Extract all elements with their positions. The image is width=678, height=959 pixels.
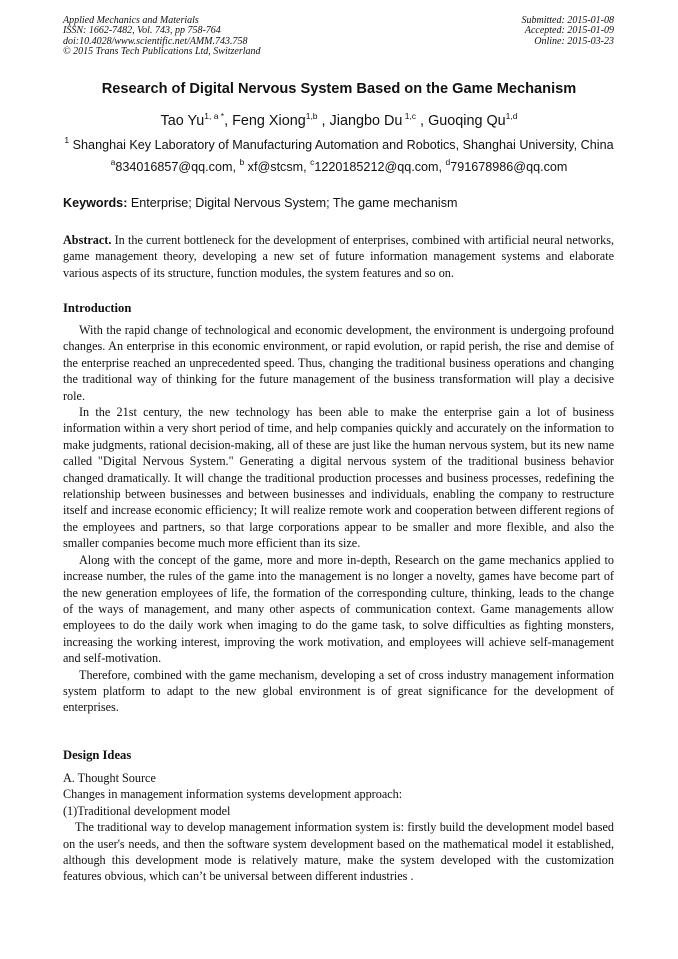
design-ideas-heading: Design Ideas xyxy=(63,748,132,762)
text-line: Changes in management information systems development approach: xyxy=(63,787,403,802)
author-name: Jiangbo Du xyxy=(329,113,403,129)
abstract-label: Abstract. xyxy=(63,233,112,247)
email-address: xf@stcsm, xyxy=(244,160,311,174)
keywords xyxy=(63,196,458,210)
doi-line: doi:10.4028/www.scientific.net/AMM.743.758 xyxy=(63,35,248,47)
paragraph: In the 21st century, the new technology has been able to make the enterprise gain a lot of business information within a very short period of time, and help companies quickly and accurately on the information to make judgments, rational decision-making, all of these are just like the human nervous system, but its new name called "Digital Nervous System." Generating a digital nervous system of the traditional business behavior changed dramatically. It will change the traditional production processes and business processes, redefining the relationship between businesses and between businesses and individuals, enabling the company to restructure itself and increase economic efficiency; It will realize remote work and cooperation between different regions of the employees and partners, so that large corporations appear to be smaller and more flexible, and also the smaller companies become much more efficient than its size. xyxy=(63,405,614,551)
online-date: Online: 2015-03-23 xyxy=(534,35,614,47)
email-mark: c xyxy=(310,157,315,167)
email-mark: d xyxy=(445,157,451,167)
publication-dates xyxy=(522,16,615,47)
author-separator: , xyxy=(224,113,233,129)
affiliation-mark: 1 xyxy=(64,135,70,145)
paragraph: With the rapid change of technological and economic development, the environment is undergoing profound changes. An enterprise in this economic environment, or rapid evolution, or rapid perish, the rise and demise of the enterprise reached an unprecedented speed. Thus, changing the traditional business operations and changing the traditional way of thinking for the future management of the business transformation will play a decisive role. xyxy=(63,323,614,403)
author-emails xyxy=(0,157,678,174)
design-ideas-body xyxy=(63,770,614,885)
abstract-text: In the current bottleneck for the development of enterprises, combined with artificial neural networks, game management theory, developing a new set of future information management systems and elaborate various aspects of its structure, function modules, the system features and so on. xyxy=(63,233,614,280)
text-line: (1)Traditional development model xyxy=(63,803,231,818)
keywords-text: Enterprise; Digital Nervous System; The game mechanism xyxy=(127,196,458,210)
affiliation-text: Shanghai Key Laboratory of Manufacturing Automation and Robotics, Shanghai University, China xyxy=(69,138,614,152)
author-affiliation-mark: 1,c xyxy=(402,111,417,121)
author-affiliation-mark: 1, a * xyxy=(204,111,225,121)
author-separator: , xyxy=(317,113,330,129)
author-separator: , xyxy=(416,113,429,129)
author-name: Feng Xiong xyxy=(232,113,306,129)
paragraph: Along with the concept of the game, more and more in-depth, Research on the game mechanics applied to increase number, the rules of the game into the management is no longer a novelty, games have become part of the new generation employees of life, the formation of the corresponding culture, thinking, leads to the change of the ways of management, and many other aspects of communication context. Game managements allow employees to do the daily work when imaging to do the game task, to solve difficulties as fighting monsters, increasing the working interest, improving the work motivation, and employees will achieve self-management and self-motivation. xyxy=(63,552,614,666)
journal-name: Applied Mechanics and Materials xyxy=(63,15,199,26)
email-mark: b xyxy=(239,157,245,167)
email-address: 791678986@qq.com xyxy=(450,160,568,174)
author-name: Tao Yu xyxy=(160,113,205,129)
email-address: 834016857@qq.com, xyxy=(115,160,240,174)
author-affiliation-mark: 1,d xyxy=(505,111,518,121)
author-list xyxy=(0,113,678,129)
paragraph: Therefore, combined with the game mechanism, developing a set of cross industry management information system platform to adapt to the new global environment is of great significance for the development of enterprises. xyxy=(63,667,614,715)
author-affiliation-mark: 1,b xyxy=(305,111,318,121)
email-mark: a xyxy=(110,157,116,167)
abstract xyxy=(63,232,614,281)
author-name: Guoqing Qu xyxy=(428,113,506,129)
paragraph: The traditional way to develop management information system is: firstly build the development model based on the user's needs, and then the software system development based on the mathematical model it established, although this development mode is relatively mature, make the system developed with the customization features obvious, which can’t be universal between different industries . xyxy=(63,820,614,884)
issn-line: ISSN: 1662-7482, Vol. 743, pp 758-764 xyxy=(63,25,221,37)
introduction-body xyxy=(63,322,614,716)
email-address: 1220185212@qq.com, xyxy=(314,160,446,174)
paper-title: Research of Digital Nervous System Based on the Game Mechanism xyxy=(101,81,577,97)
journal-info xyxy=(63,16,261,58)
keywords-label: Keywords: xyxy=(63,196,128,210)
accepted-date: Accepted: 2015-01-09 xyxy=(524,25,614,37)
affiliation xyxy=(0,135,678,152)
submitted-date: Submitted: 2015-01-08 xyxy=(521,15,614,26)
copyright-line: © 2015 Trans Tech Publications Ltd, Switzerland xyxy=(63,46,261,58)
subheading-thought-source: A. Thought Source xyxy=(63,771,156,785)
introduction-heading: Introduction xyxy=(63,301,132,315)
